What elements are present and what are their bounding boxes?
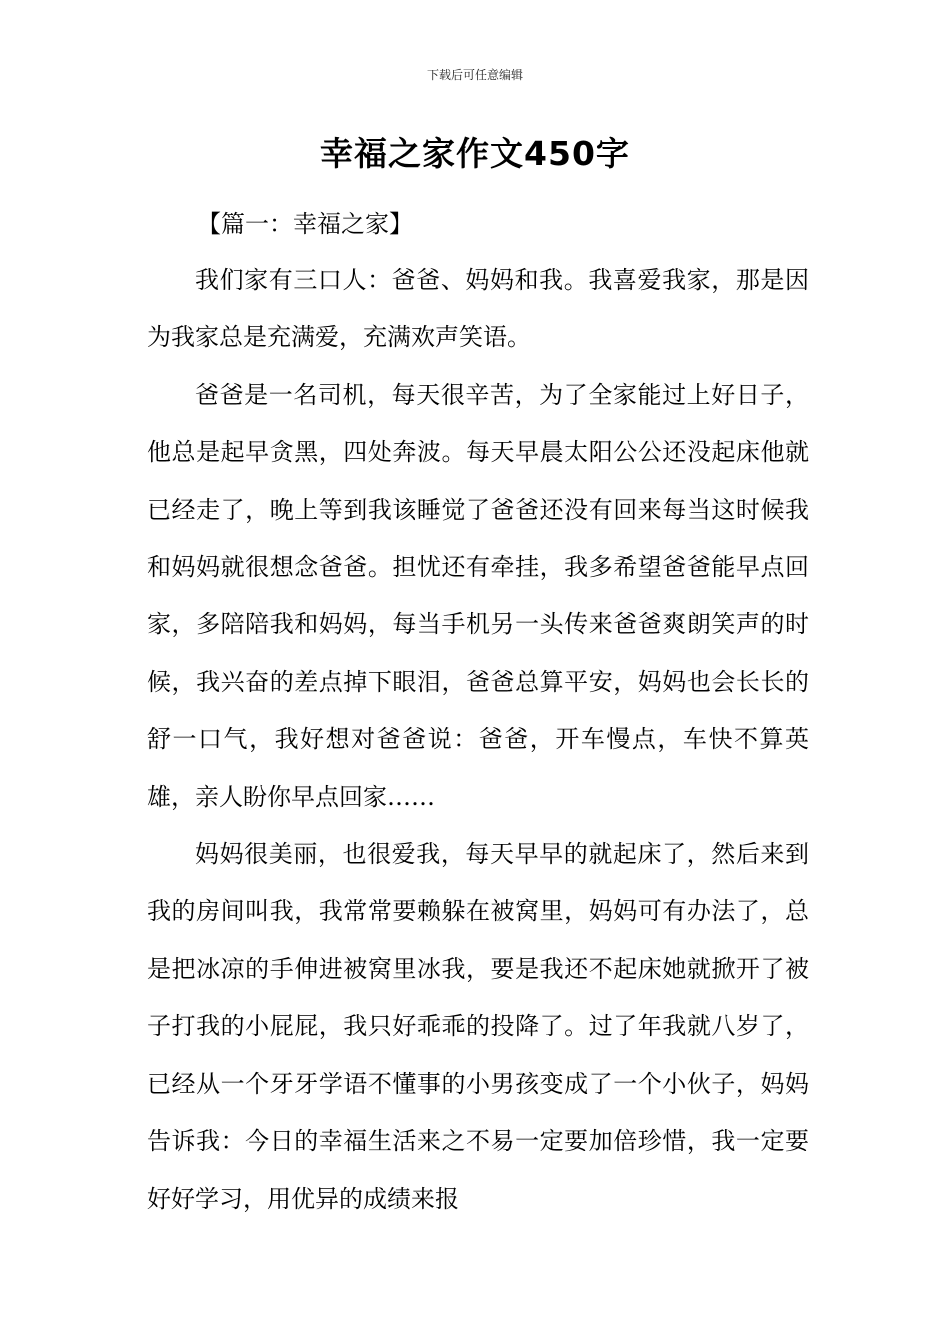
section-heading: 【篇一：幸福之家】 (197, 210, 413, 238)
essay-body (147, 252, 809, 1228)
paragraph: 爸爸是一名司机，每天很辛苦，为了全家能过上好日子，他总是起早贪黑，四处奔波。每天早晨太阳公公还没起床他就已经走了，晚上等到我该睡觉了爸爸还没有回来每当这时候我和妈妈就很想念爸爸。担忧还有牵挂，我多希望爸爸能早点回家，多陪陪我和妈妈，每当手机另一头传来爸爸爽朗笑声的时候，我兴奋的差点掉下眼泪，爸爸总算平安，妈妈也会长长的舒一口气，我好想对爸爸说：爸爸，开车慢点，车快不算英雄，亲人盼你早点回家…… (147, 380, 809, 811)
header-note: 下载后可任意编辑 (426, 68, 523, 82)
paragraph: 妈妈很美丽，也很爱我，每天早早的就起床了，然后来到我的房间叫我，我常常要赖躲在被窝里，妈妈可有办法了，总是把冰凉的手伸进被窝里冰我，要是我还不起床她就掀开了被子打我的小屁屁，我只好乖乖的投降了。过了年我就八岁了，已经从一个牙牙学语不懂事的小男孩变成了一个小伙子，妈妈告诉我：今日的幸福生活来之不易一定要加倍珍惜，我一定要好好学习，用优异的成绩来报 (147, 840, 809, 1213)
paragraph: 我们家有三口人：爸爸、妈妈和我。我喜爱我家，那是因为我家总是充满爱，充满欢声笑语。 (147, 266, 809, 352)
essay-title: 幸福之家作文450字 (320, 134, 630, 173)
